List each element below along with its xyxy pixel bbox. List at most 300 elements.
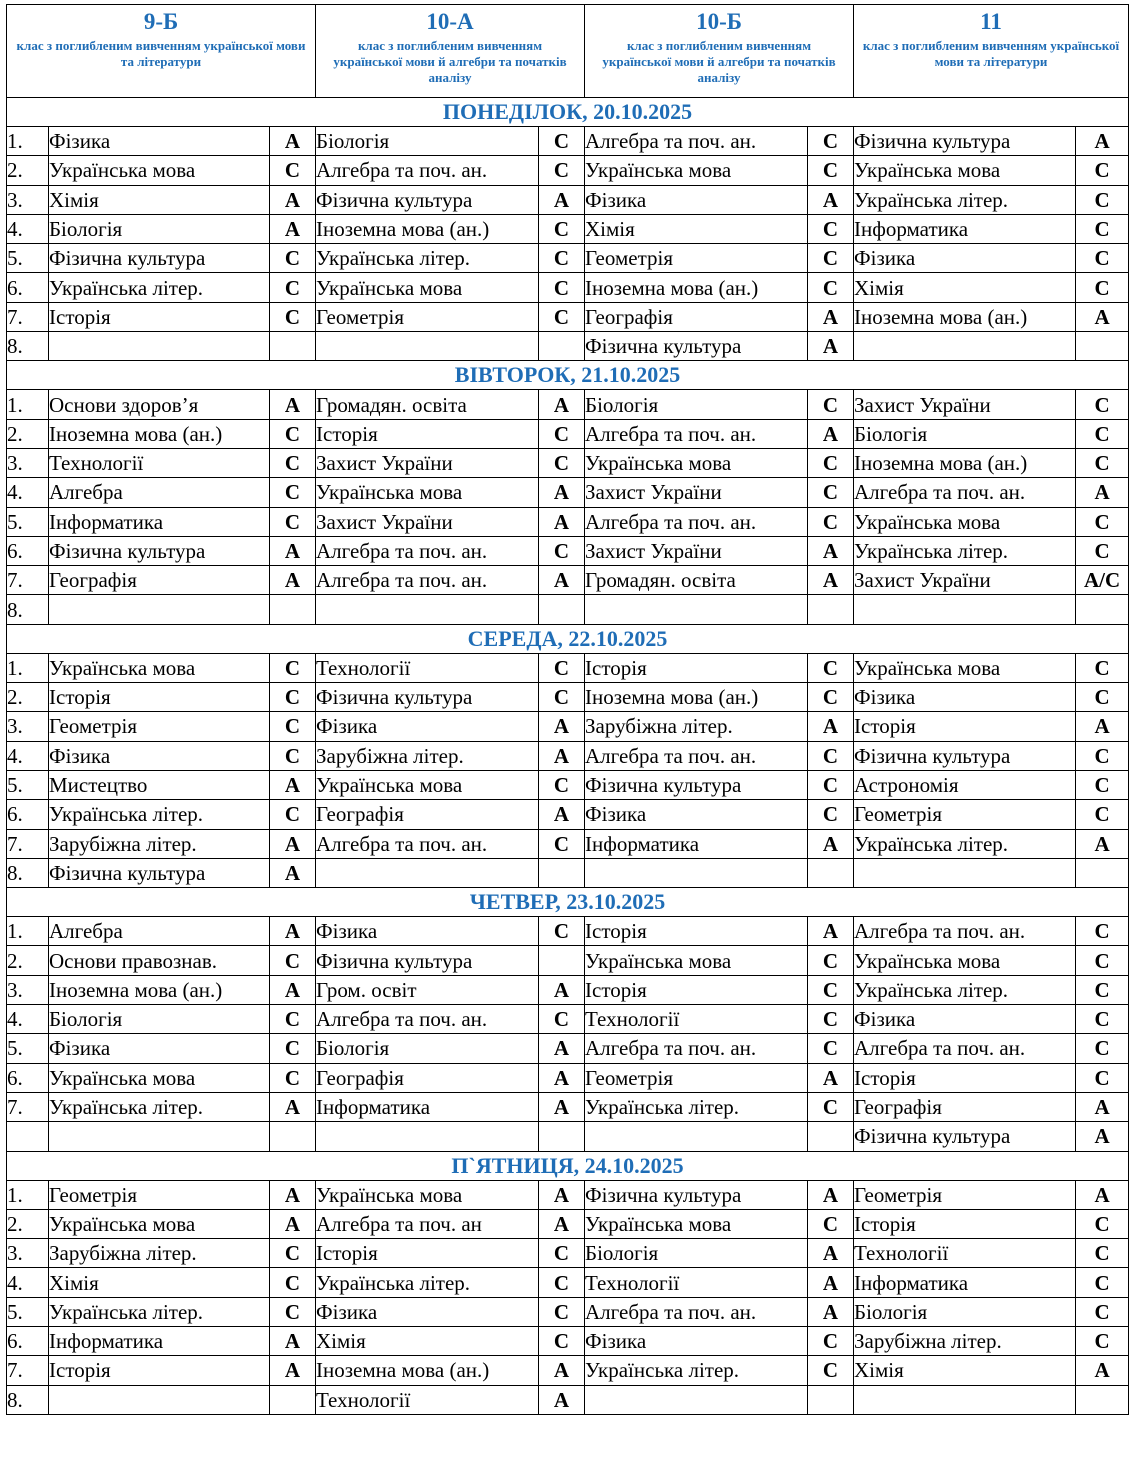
lesson-number: 3. (7, 448, 49, 477)
lesson-row (7, 1326, 1129, 1355)
room-cell (808, 595, 854, 624)
room-cell: С (1076, 1239, 1129, 1268)
subject-cell: Зарубіжна літер. (585, 712, 808, 741)
subject-cell: Іноземна мова (ан.) (316, 214, 539, 243)
room-cell: А (539, 712, 585, 741)
class-header-11 (854, 5, 1129, 98)
subject-cell: Інформатика (854, 214, 1076, 243)
subject-cell: Біологія (49, 1005, 270, 1034)
subject-cell: Алгебра та поч. ан. (854, 917, 1076, 946)
subject-cell: Українська мова (585, 946, 808, 975)
room-cell: С (1076, 185, 1129, 214)
lesson-row (7, 653, 1129, 682)
room-cell: А (270, 1326, 316, 1355)
subject-cell: Захист України (854, 390, 1076, 419)
lesson-row (7, 595, 1129, 624)
room-cell: С (539, 683, 585, 712)
subject-cell: Географія (49, 566, 270, 595)
day-header-row (7, 888, 1129, 917)
room-cell: С (808, 1209, 854, 1238)
room-cell: С (270, 302, 316, 331)
subject-cell (585, 1122, 808, 1151)
subject-cell: Українська літер. (49, 800, 270, 829)
subject-cell: Іноземна мова (ан.) (854, 302, 1076, 331)
subject-cell: Хімія (585, 214, 808, 243)
subject-cell: Технології (854, 1239, 1076, 1268)
lesson-number: 2. (7, 419, 49, 448)
subject-cell: Геометрія (316, 302, 539, 331)
room-cell: С (808, 683, 854, 712)
room-cell: А (270, 566, 316, 595)
subject-cell: Алгебра та поч. ан. (585, 507, 808, 536)
room-cell: С (539, 302, 585, 331)
subject-cell: Історія (316, 1239, 539, 1268)
lesson-row (7, 507, 1129, 536)
room-cell: А (539, 507, 585, 536)
room-cell: А (270, 214, 316, 243)
room-cell: С (1076, 975, 1129, 1004)
room-cell: А (1076, 829, 1129, 858)
lesson-number: 5. (7, 244, 49, 273)
lesson-row (7, 1063, 1129, 1092)
lesson-row (7, 536, 1129, 565)
room-cell (270, 1122, 316, 1151)
lesson-number: 3. (7, 185, 49, 214)
subject-cell: Українська мова (316, 1180, 539, 1209)
subject-cell: Алгебра (49, 478, 270, 507)
lesson-number: 2. (7, 156, 49, 185)
room-cell: А (270, 975, 316, 1004)
room-cell: А/С (1076, 566, 1129, 595)
lesson-number: 3. (7, 1239, 49, 1268)
subject-cell: Алгебра та поч. ан. (854, 1034, 1076, 1063)
lesson-row (7, 185, 1129, 214)
room-cell: С (808, 653, 854, 682)
subject-cell: Українська літер. (316, 244, 539, 273)
subject-cell: Фізична культура (49, 536, 270, 565)
room-cell: С (1076, 946, 1129, 975)
subject-cell: Фізика (585, 800, 808, 829)
subject-cell: Географія (316, 800, 539, 829)
subject-cell: Астрономія (854, 770, 1076, 799)
room-cell: А (808, 1239, 854, 1268)
room-cell: А (539, 1092, 585, 1121)
room-cell: С (539, 653, 585, 682)
subject-cell: Фізична культура (49, 858, 270, 887)
class-header-10b (585, 5, 854, 98)
subject-cell: Фізика (49, 127, 270, 156)
lesson-row (7, 1268, 1129, 1297)
lesson-row (7, 1034, 1129, 1063)
lesson-row (7, 127, 1129, 156)
subject-cell: Геометрія (49, 1180, 270, 1209)
room-cell (1076, 858, 1129, 887)
room-cell: А (1076, 127, 1129, 156)
subject-cell: Геометрія (585, 1063, 808, 1092)
subject-cell: Українська мова (854, 156, 1076, 185)
subject-cell: Алгебра та поч. ан. (316, 566, 539, 595)
subject-cell: Алгебра та поч. ан. (585, 1297, 808, 1326)
room-cell: С (1076, 1326, 1129, 1355)
room-cell: С (539, 1005, 585, 1034)
lesson-number: 6. (7, 800, 49, 829)
subject-cell: Хімія (49, 1268, 270, 1297)
room-cell: С (1076, 1297, 1129, 1326)
subject-cell: Українська мова (49, 1063, 270, 1092)
subject-cell: Біологія (854, 1297, 1076, 1326)
room-cell: А (539, 1180, 585, 1209)
room-cell: А (808, 536, 854, 565)
room-cell: А (270, 390, 316, 419)
lesson-number: 8. (7, 858, 49, 887)
subject-cell: Фізична культура (585, 1180, 808, 1209)
subject-cell: Фізична культура (585, 332, 808, 361)
room-cell: С (1076, 419, 1129, 448)
subject-cell: Технології (316, 653, 539, 682)
room-cell: А (808, 1268, 854, 1297)
subject-cell: Інформатика (49, 1326, 270, 1355)
subject-cell: Громадян. освіта (585, 566, 808, 595)
room-cell (1076, 595, 1129, 624)
lesson-number: 3. (7, 712, 49, 741)
lesson-row (7, 946, 1129, 975)
room-cell: С (1076, 1268, 1129, 1297)
lesson-row (7, 419, 1129, 448)
subject-cell: Фізика (316, 1297, 539, 1326)
class-name: 9-Б (143, 9, 179, 34)
class-name: 10-Б (696, 9, 742, 34)
room-cell: А (539, 1034, 585, 1063)
room-cell: С (270, 1239, 316, 1268)
room-cell: А (270, 1356, 316, 1385)
room-cell: А (539, 1385, 585, 1414)
room-cell: С (270, 1034, 316, 1063)
subject-cell: Іноземна мова (ан.) (585, 273, 808, 302)
day-title: ВІВТОРОК, 21.10.2025 (7, 361, 1129, 390)
lesson-row (7, 1297, 1129, 1326)
room-cell: С (808, 273, 854, 302)
room-cell (270, 1385, 316, 1414)
lesson-number (7, 1122, 49, 1151)
subject-cell: Історія (316, 419, 539, 448)
subject-cell (49, 1385, 270, 1414)
room-cell: А (539, 1063, 585, 1092)
lesson-row (7, 478, 1129, 507)
lesson-number: 5. (7, 770, 49, 799)
room-cell: С (808, 946, 854, 975)
subject-cell: Фізика (316, 712, 539, 741)
room-cell: А (270, 829, 316, 858)
room-cell: С (808, 448, 854, 477)
lesson-row (7, 214, 1129, 243)
day-title: ПОНЕДІЛОК, 20.10.2025 (7, 98, 1129, 127)
subject-cell: Українська мова (49, 156, 270, 185)
room-cell: С (270, 946, 316, 975)
lesson-row (7, 917, 1129, 946)
subject-cell: Захист України (316, 448, 539, 477)
room-cell: С (270, 712, 316, 741)
subject-cell: Захист України (585, 536, 808, 565)
room-cell: А (808, 1180, 854, 1209)
lesson-row (7, 683, 1129, 712)
room-cell: С (1076, 1034, 1129, 1063)
room-cell: С (808, 975, 854, 1004)
room-cell: С (808, 770, 854, 799)
room-cell: С (1076, 1209, 1129, 1238)
subject-cell: Фізична культура (316, 946, 539, 975)
lesson-row (7, 1180, 1129, 1209)
subject-cell: Географія (316, 1063, 539, 1092)
subject-cell: Алгебра та поч. ан. (316, 156, 539, 185)
lesson-row (7, 1209, 1129, 1238)
lesson-number: 5. (7, 1297, 49, 1326)
room-cell: А (539, 478, 585, 507)
day-header-row (7, 98, 1129, 127)
lesson-number: 4. (7, 1005, 49, 1034)
room-cell: С (270, 273, 316, 302)
room-cell: С (539, 448, 585, 477)
subject-cell: Українська літер. (854, 975, 1076, 1004)
subject-cell (316, 595, 539, 624)
day-title: СЕРЕДА, 22.10.2025 (7, 624, 1129, 653)
subject-cell: Технології (585, 1005, 808, 1034)
subject-cell: Географія (854, 1092, 1076, 1121)
room-cell: А (1076, 1180, 1129, 1209)
subject-cell: Фізика (854, 1005, 1076, 1034)
subject-cell: Українська мова (316, 770, 539, 799)
lesson-row (7, 332, 1129, 361)
room-cell: С (1076, 770, 1129, 799)
room-cell: А (539, 741, 585, 770)
subject-cell: Фізична культура (854, 1122, 1076, 1151)
room-cell: А (539, 390, 585, 419)
lesson-row (7, 244, 1129, 273)
subject-cell (854, 595, 1076, 624)
room-cell: С (1076, 653, 1129, 682)
subject-cell: Алгебра та поч. ан. (854, 478, 1076, 507)
subject-cell: Фізика (316, 917, 539, 946)
room-cell: С (1076, 448, 1129, 477)
room-cell: А (539, 1209, 585, 1238)
room-cell: А (539, 975, 585, 1004)
room-cell: А (270, 127, 316, 156)
subject-cell: Іноземна мова (ан.) (316, 1356, 539, 1385)
lesson-row (7, 1005, 1129, 1034)
subject-cell: Українська літер. (49, 1092, 270, 1121)
lesson-number: 7. (7, 566, 49, 595)
room-cell (1076, 1385, 1129, 1414)
class-name: 11 (980, 9, 1002, 34)
subject-cell: Геометрія (585, 244, 808, 273)
class-description: клас з поглибленим вивченням української мови й алгебри та початків аналізу (333, 38, 567, 85)
room-cell: А (808, 419, 854, 448)
lesson-number: 4. (7, 214, 49, 243)
day-header-row (7, 624, 1129, 653)
subject-cell: Алгебра та поч. ан. (316, 1005, 539, 1034)
room-cell: С (270, 478, 316, 507)
room-cell: С (539, 419, 585, 448)
subject-cell: Геометрія (854, 800, 1076, 829)
lesson-row (7, 800, 1129, 829)
room-cell (539, 946, 585, 975)
subject-cell: Алгебра та поч. ан. (316, 829, 539, 858)
lesson-row (7, 829, 1129, 858)
subject-cell (49, 332, 270, 361)
lesson-number: 1. (7, 1180, 49, 1209)
subject-cell: Українська мова (854, 507, 1076, 536)
room-cell (1076, 332, 1129, 361)
subject-cell (316, 858, 539, 887)
subject-cell: Історія (854, 1209, 1076, 1238)
subject-cell (854, 1385, 1076, 1414)
subject-cell (49, 595, 270, 624)
room-cell: С (1076, 1063, 1129, 1092)
lesson-number: 8. (7, 595, 49, 624)
room-cell: А (1076, 1356, 1129, 1385)
subject-cell: Хімія (316, 1326, 539, 1355)
subject-cell: Геометрія (854, 1180, 1076, 1209)
room-cell: С (270, 653, 316, 682)
room-cell: А (270, 185, 316, 214)
lesson-number: 6. (7, 273, 49, 302)
subject-cell: Зарубіжна літер. (854, 1326, 1076, 1355)
subject-cell: Геометрія (49, 712, 270, 741)
room-cell: С (1076, 917, 1129, 946)
subject-cell: Іноземна мова (ан.) (49, 419, 270, 448)
room-cell: С (1076, 214, 1129, 243)
subject-cell: Алгебра та поч. ан. (585, 127, 808, 156)
class-name: 10-А (426, 9, 474, 34)
subject-cell (585, 595, 808, 624)
subject-cell: Українська мова (585, 156, 808, 185)
room-cell: С (1076, 507, 1129, 536)
day-header-row (7, 361, 1129, 390)
subject-cell: Історія (49, 1356, 270, 1385)
room-cell: А (808, 917, 854, 946)
room-cell: С (1076, 800, 1129, 829)
subject-cell: Фізика (585, 185, 808, 214)
subject-cell: Гром. освіт (316, 975, 539, 1004)
room-cell: С (808, 1326, 854, 1355)
lesson-number: 2. (7, 683, 49, 712)
subject-cell: Алгебра та поч. ан. (585, 741, 808, 770)
subject-cell: Технології (585, 1268, 808, 1297)
subject-cell: Історія (854, 1063, 1076, 1092)
subject-cell: Українська літер. (316, 1268, 539, 1297)
lesson-row (7, 1122, 1129, 1151)
subject-cell (49, 1122, 270, 1151)
lesson-row (7, 273, 1129, 302)
room-cell: А (1076, 1122, 1129, 1151)
subject-cell: Українська літер. (585, 1092, 808, 1121)
room-cell: С (808, 1092, 854, 1121)
room-cell: С (270, 244, 316, 273)
lesson-number: 4. (7, 1268, 49, 1297)
subject-cell: Зарубіжна літер. (49, 1239, 270, 1268)
lesson-number: 2. (7, 946, 49, 975)
subject-cell: Фізика (585, 1326, 808, 1355)
subject-cell: Алгебра та поч. ан. (585, 419, 808, 448)
room-cell: С (1076, 741, 1129, 770)
subject-cell: Фізична культура (854, 741, 1076, 770)
subject-cell: Фізика (49, 1034, 270, 1063)
room-cell: С (808, 390, 854, 419)
room-cell: А (808, 712, 854, 741)
room-cell (539, 595, 585, 624)
lesson-number: 8. (7, 1385, 49, 1414)
class-description: клас з поглибленим вивченням української мови та літератури (862, 38, 1120, 69)
room-cell: С (270, 448, 316, 477)
subject-cell: Історія (854, 712, 1076, 741)
room-cell: С (1076, 683, 1129, 712)
subject-cell: Біологія (585, 1239, 808, 1268)
subject-cell: Алгебра та поч. ан. (316, 536, 539, 565)
subject-cell: Українська мова (49, 653, 270, 682)
class-description: клас з поглибленим вивченням української мови й алгебри та початків аналізу (602, 38, 836, 85)
room-cell: С (539, 829, 585, 858)
room-cell: А (539, 566, 585, 595)
subject-cell: Українська мова (854, 653, 1076, 682)
lesson-row (7, 302, 1129, 331)
room-cell: С (539, 536, 585, 565)
room-cell: А (270, 1180, 316, 1209)
lesson-row (7, 390, 1129, 419)
subject-cell: Інформатика (854, 1268, 1076, 1297)
subject-cell: Українська мова (316, 478, 539, 507)
room-cell: С (539, 1326, 585, 1355)
subject-cell: Захист України (316, 507, 539, 536)
class-header-row (7, 5, 1129, 98)
subject-cell: Українська мова (585, 448, 808, 477)
subject-cell (585, 858, 808, 887)
subject-cell: Українська літер. (854, 829, 1076, 858)
lesson-row (7, 156, 1129, 185)
room-cell: С (808, 507, 854, 536)
subject-cell: Зарубіжна літер. (49, 829, 270, 858)
subject-cell: Біологія (585, 390, 808, 419)
room-cell: С (539, 273, 585, 302)
lesson-row (7, 448, 1129, 477)
lesson-number: 1. (7, 653, 49, 682)
subject-cell: Зарубіжна літер. (316, 741, 539, 770)
room-cell: А (808, 566, 854, 595)
subject-cell: Алгебра (49, 917, 270, 946)
room-cell: А (808, 1063, 854, 1092)
room-cell: С (808, 244, 854, 273)
room-cell: С (539, 770, 585, 799)
lesson-row (7, 1092, 1129, 1121)
room-cell: С (808, 1356, 854, 1385)
room-cell: С (270, 1268, 316, 1297)
lesson-number: 6. (7, 536, 49, 565)
room-cell: С (270, 741, 316, 770)
room-cell: С (808, 127, 854, 156)
subject-cell: Історія (49, 302, 270, 331)
room-cell: А (808, 829, 854, 858)
subject-cell: Інформатика (49, 507, 270, 536)
room-cell: А (808, 1297, 854, 1326)
lesson-number: 6. (7, 1326, 49, 1355)
subject-cell: Інформатика (585, 829, 808, 858)
subject-cell: Фізична культура (49, 244, 270, 273)
room-cell (808, 858, 854, 887)
room-cell: С (1076, 244, 1129, 273)
lesson-number: 1. (7, 127, 49, 156)
room-cell (539, 1122, 585, 1151)
subject-cell: Основи правознав. (49, 946, 270, 975)
subject-cell: Фізична культура (316, 185, 539, 214)
room-cell: А (539, 1356, 585, 1385)
